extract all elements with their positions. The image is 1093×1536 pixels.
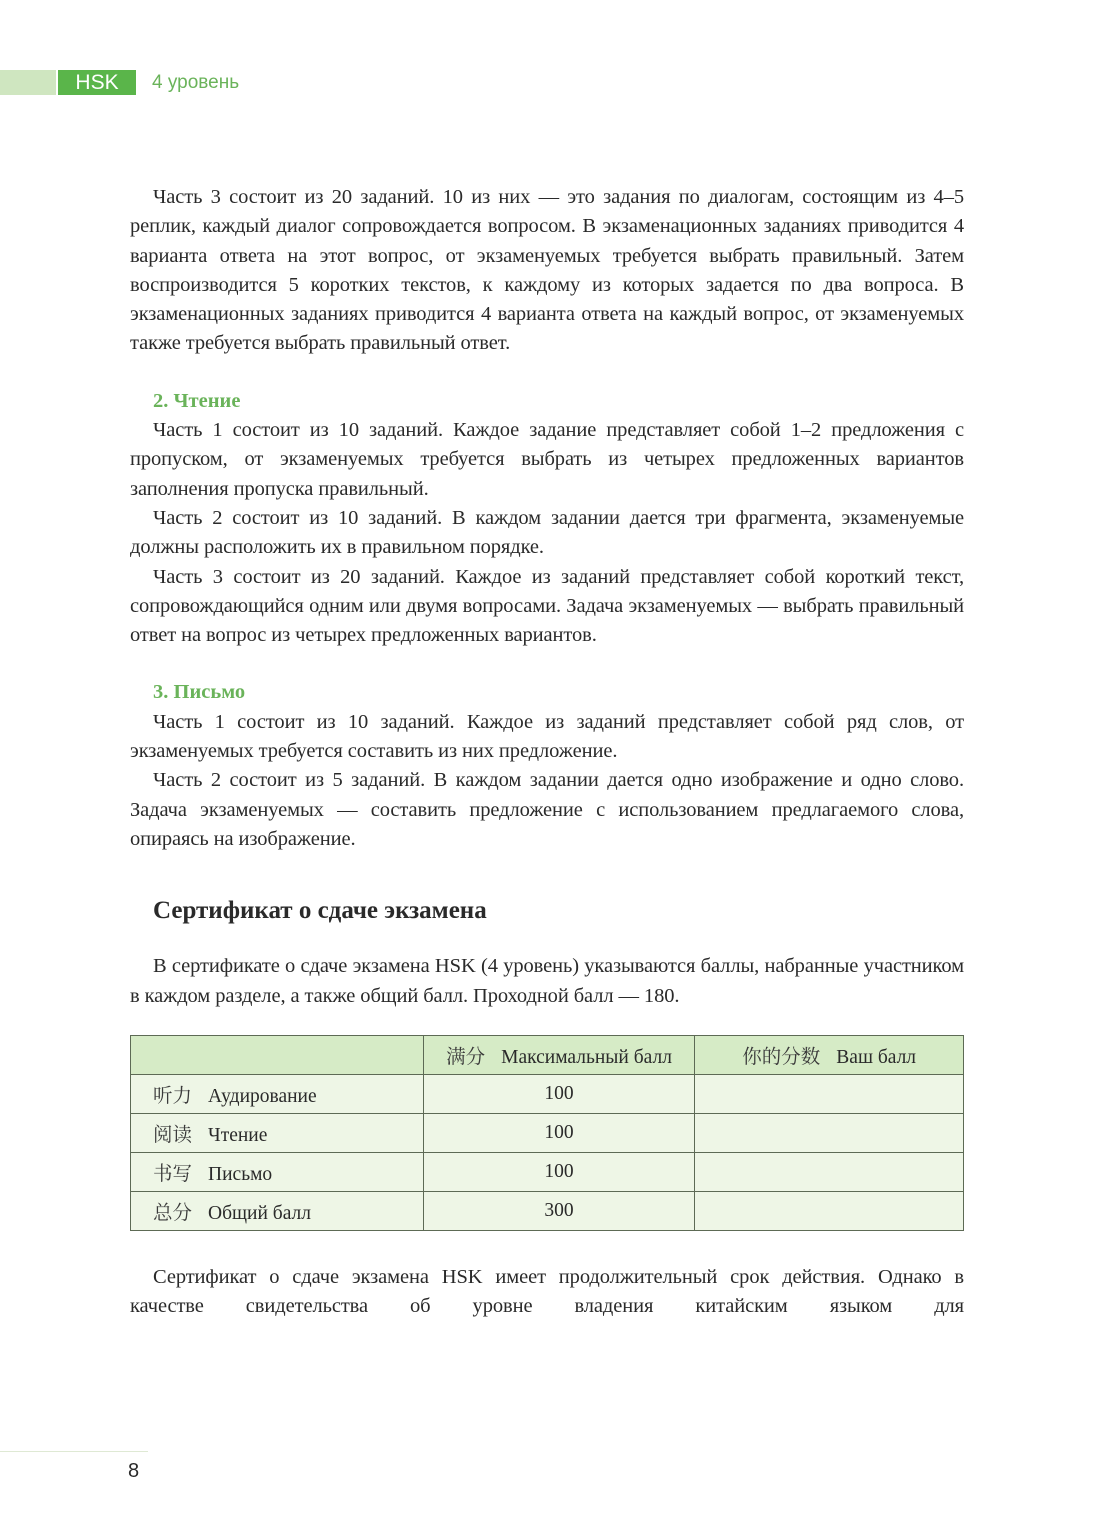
- certificate-heading: Сертификат о сдаче экзамена: [153, 897, 487, 925]
- max-score-cell: 100: [423, 1113, 695, 1152]
- section-name-cell: 阅读 Чтение: [131, 1113, 424, 1152]
- listening-part3-paragraph: Часть 3 состоит из 20 заданий. 10 из них — это задания по диалогам, состоящим из 4–5 реплик, каждый диалог сопровождается вопросом. В экзаменационных заданиях приводится 4 варианта ответа на этот вопрос, от экзаменуемых требуется выбрать правильный. Затем воспроизводится 5 коротких текстов, к каждому из которых задается по два вопроса. В экзаменационных заданиях приводится 4 варианта ответа на каждый вопрос, от экзаменуемых также требуется выбрать правильный ответ.: [130, 186, 964, 355]
- table-row: [131, 1074, 964, 1113]
- header-max-score: 满分 Максимальный балл: [423, 1035, 695, 1074]
- your-score-cell: [695, 1074, 964, 1113]
- running-header: [0, 70, 239, 95]
- table-row: [131, 1191, 964, 1230]
- table-row: [131, 1152, 964, 1191]
- writing-part1-paragraph: Часть 1 состоит из 10 заданий. Каждое из заданий представляет собой ряд слов, от экзаменуемых требуется составить из них предложение.: [130, 710, 964, 763]
- your-score-cell: [695, 1191, 964, 1230]
- level-label: 4 уровень: [152, 72, 240, 93]
- your-score-cell: [695, 1152, 964, 1191]
- your-score-cell: [695, 1113, 964, 1152]
- certificate-closing-paragraph: Сертификат о сдаче экзамена HSK имеет продолжительный срок действия. Однако в качестве свидетельства об уровне владения китайским языком для: [130, 1265, 964, 1318]
- reading-section-title: 2. Чтение: [153, 389, 241, 412]
- hsk-badge: HSK: [58, 70, 136, 95]
- reading-part3-paragraph: Часть 3 состоит из 20 заданий. Каждое из заданий представляет собой короткий текст, сопровождающийся одним или двумя вопросами. Задача экзаменуемых — выбрать правильный ответ на вопрос из четырех предложенных вариантов.: [130, 565, 964, 647]
- score-table: [130, 1035, 964, 1231]
- max-score-cell: 300: [423, 1191, 695, 1230]
- certificate-intro-paragraph: В сертификате о сдаче экзамена HSK (4 уровень) указываются баллы, набранные участником в каждом разделе, а также общий балл. Проходной балл — 180.: [130, 955, 964, 1007]
- max-score-cell: 100: [423, 1074, 695, 1113]
- reading-part1-paragraph: Часть 1 состоит из 10 заданий. Каждое задание представляет собой 1–2 предложения с пропуском, от экзаменуемых требуется выбрать из четырех предложенных вариантов заполнения пропуска правильный.: [130, 419, 964, 500]
- score-table-header-row: [131, 1035, 964, 1074]
- page-number: 8: [128, 1460, 140, 1482]
- table-row: [131, 1113, 964, 1152]
- section-name-cell: 总分 Общий балл: [131, 1191, 424, 1230]
- writing-section-title: 3. Письмо: [153, 681, 246, 704]
- header-empty-cell: [131, 1035, 424, 1074]
- header-accent-bar: [0, 70, 56, 95]
- writing-part2-paragraph: Часть 2 состоит из 5 заданий. В каждом задании дается одно изображение и одно слово. Задача экзаменуемых — составить предложение с использованием предлагаемого слова, опираясь на изображение.: [130, 769, 964, 850]
- reading-part2-paragraph: Часть 2 состоит из 10 заданий. В каждом задании дается три фрагмента, экзаменуемые должны расположить их в правильном порядке.: [130, 506, 964, 559]
- footer-divider: [0, 1451, 148, 1452]
- section-name-cell: 听力 Аудирование: [131, 1074, 424, 1113]
- section-name-cell: 书写 Письмо: [131, 1152, 424, 1191]
- page-content: [130, 183, 964, 1321]
- header-your-score: 你的分数 Ваш балл: [695, 1035, 964, 1074]
- max-score-cell: 100: [423, 1152, 695, 1191]
